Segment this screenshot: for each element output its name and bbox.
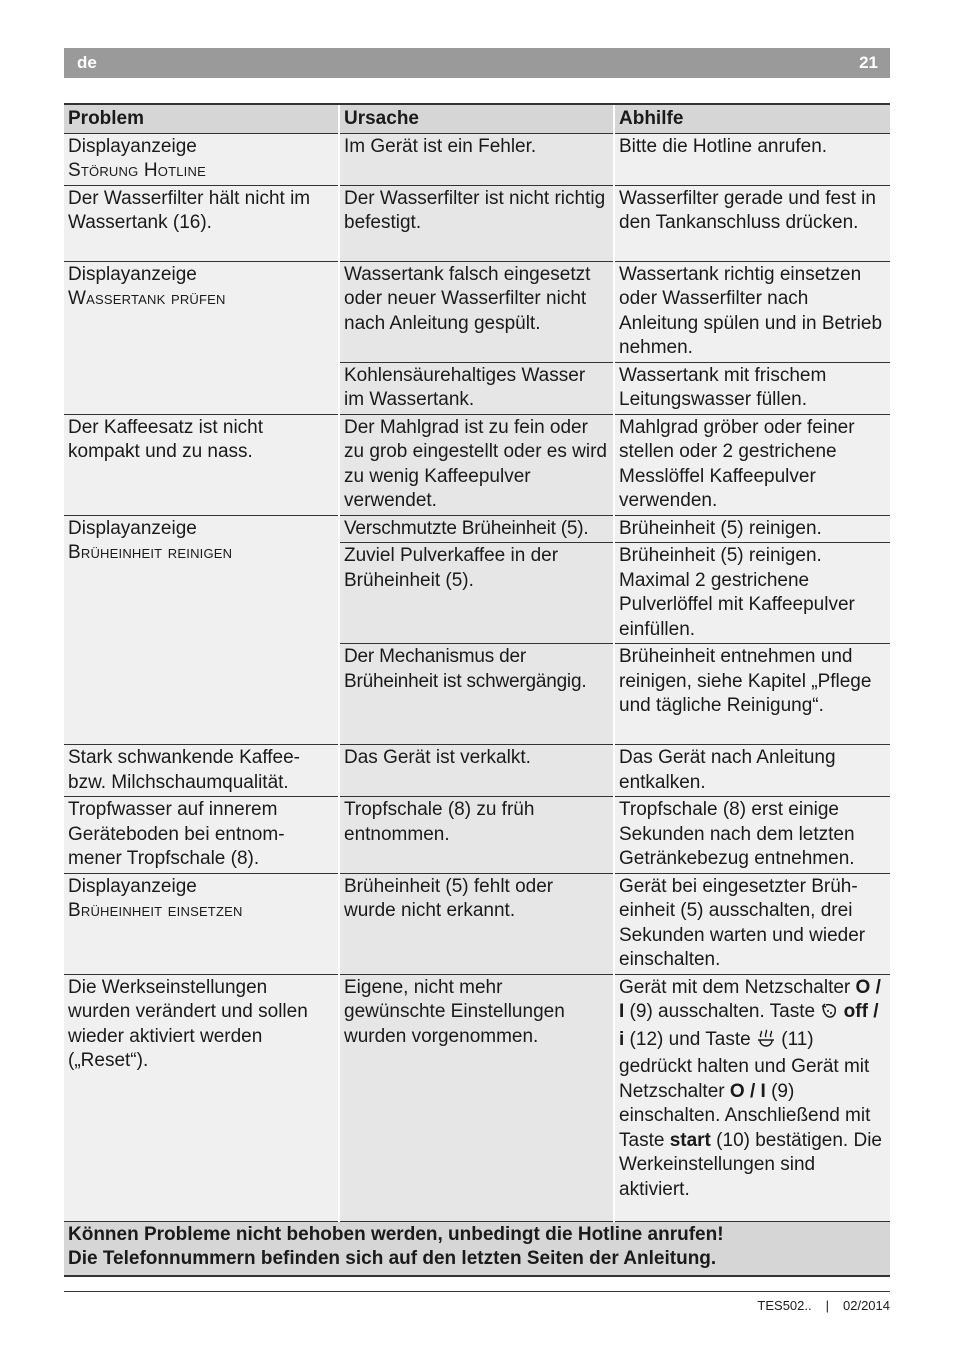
table-header-row	[64, 104, 890, 133]
cause-cell: Der Mahlgrad ist zu fein oder zu grob eingestellt oder es wird zu wenig Kaffeepulver verwendet.	[339, 414, 614, 515]
steam-icon	[756, 1028, 776, 1056]
remedy-cell: Mahlgrad gröber oder feiner stellen oder 2 gestrichene Messlöffel Kaffeepulver verwenden.	[614, 414, 890, 515]
cause-cell: Brüheinheit (5) fehlt oder wurde nicht erkannt.	[339, 873, 614, 974]
column-header-problem: Problem	[64, 104, 339, 133]
table-row	[64, 414, 890, 515]
problem-text: Displayanzeige	[68, 875, 197, 897]
cause-cell: Kohlensäurehaltiges Wasser im Wassertank.	[339, 362, 614, 414]
column-header-abhilfe: Abhilfe	[614, 104, 890, 133]
table-row	[64, 261, 890, 362]
problem-cell: Der Kaffeesatz ist nicht kompakt und zu nass.	[64, 414, 339, 515]
table-row	[64, 974, 890, 1221]
remedy-cell: Brüheinheit (5) reinigen.	[614, 515, 890, 543]
column-header-ursache: Ursache	[339, 104, 614, 133]
remedy-cell: Wassertank richtig einsetzen oder Wasserfilter nach Anleitung spülen und in Betrieb nehmen.	[614, 261, 890, 362]
page-header-bar	[64, 48, 890, 78]
remedy-cell: Gerät mit dem Netzschalter O / I (9) ausschalten. Taste off / i (12) und Taste (11) gedrückt halten und Gerät mit Netzschalter O / I (9) einschalten. Anschließend mit Taste start (10) bestätigen. Die Werkeinstellungen sind aktiviert.	[614, 974, 890, 1221]
remedy-cell: Brüheinheit entnehmen und reinigen, siehe Kapitel „Pflege und tägliche Reinigung“.	[614, 644, 890, 745]
problem-cell	[64, 261, 339, 414]
remedy-cell: Wasserfilter gerade und fest in den Tankanschluss drücken.	[614, 185, 890, 261]
power-switch-symbol: O / I	[619, 976, 881, 1022]
problem-cell	[64, 873, 339, 974]
problem-cell: Stark schwankende Kaffee- bzw. Milchschaumqualität.	[64, 745, 339, 797]
footer-divider	[64, 1291, 890, 1292]
hotline-notice	[64, 1221, 890, 1276]
start-button-label: start	[669, 1129, 711, 1151]
problem-cell: Die Werkseinstellungen wurden verändert und sollen wieder aktiviert werden („Reset“).	[64, 974, 339, 1221]
table-row	[64, 515, 890, 543]
table-row	[64, 745, 890, 797]
problem-text: Displayanzeige	[68, 135, 197, 157]
remedy-cell: Das Gerät nach Anleitung entkalken.	[614, 745, 890, 797]
problem-cell	[64, 515, 339, 745]
troubleshooting-table	[64, 103, 890, 1277]
model-number: TES502..	[757, 1298, 812, 1313]
remedy-cell: Gerät bei eingesetzter Brüh-einheit (5) ausschalten, drei Sekunden warten und wieder einschalten.	[614, 873, 890, 974]
cause-cell: Zuviel Pulverkaffee in der Brüheinheit (5).	[339, 543, 614, 644]
off-info-button-label: off / i	[619, 1001, 879, 1050]
cause-cell: Verschmutzte Brüheinheit (5).	[339, 515, 614, 543]
display-message: Brüheinheit reinigen	[68, 542, 233, 563]
problem-cell	[64, 133, 339, 185]
problem-cell: Tropfwasser auf innerem Geräteboden bei entnom-mener Tropfschale (8).	[64, 797, 339, 874]
remedy-cell: Wassertank mit frischem Leitungswasser füllen.	[614, 362, 890, 414]
remedy-cell: Bitte die Hotline anrufen.	[614, 133, 890, 185]
display-message: Wassertank prüfen	[68, 288, 226, 309]
hotline-notice-line2: Die Telefonnummern befinden sich auf den letzten Seiten der Anleitung.	[68, 1248, 717, 1269]
print-date: 02/2014	[843, 1298, 890, 1313]
table-row	[64, 873, 890, 974]
cause-cell: Der Wasserfilter ist nicht richtig befestigt.	[339, 185, 614, 261]
hotline-notice-line1: Können Probleme nicht behoben werden, unbedingt die Hotline anrufen!	[68, 1223, 724, 1245]
cause-cell: Das Gerät ist verkalkt.	[339, 745, 614, 797]
language-code: de	[77, 53, 97, 72]
problem-text: Displayanzeige	[68, 263, 197, 285]
cause-cell: Der Mechanismus der Brüheinheit ist schwergängig.	[339, 644, 614, 745]
footer-separator: |	[825, 1298, 829, 1313]
display-message: Brüheinheit einsetzen	[68, 900, 243, 921]
page-footer	[757, 1298, 890, 1313]
cause-cell: Wassertank falsch eingesetzt oder neuer Wasserfilter nicht nach Anleitung gespült.	[339, 261, 614, 362]
problem-text: Displayanzeige	[68, 517, 197, 539]
page-number: 21	[859, 53, 878, 72]
remedy-cell: Tropfschale (8) erst einige Sekunden nach dem letzten Getränkebezug entnehmen.	[614, 797, 890, 874]
ground-coffee-icon	[820, 1002, 838, 1028]
display-message: Störung Hotline	[68, 160, 206, 181]
table-row	[64, 797, 890, 874]
cause-cell: Eigene, nicht mehr gewünschte Einstellungen wurden vorgenommen.	[339, 974, 614, 1221]
problem-cell: Der Wasserfilter hält nicht im Wassertank (16).	[64, 185, 339, 261]
table-row	[64, 185, 890, 261]
cause-cell: Im Gerät ist ein Fehler.	[339, 133, 614, 185]
cause-cell: Tropfschale (8) zu früh entnommen.	[339, 797, 614, 874]
table-row	[64, 133, 890, 185]
remedy-cell: Brüheinheit (5) reinigen. Maximal 2 gestrichene Pulverlöffel mit Kaffeepulver einfüllen.	[614, 543, 890, 644]
power-switch-symbol: O / I	[729, 1080, 766, 1102]
